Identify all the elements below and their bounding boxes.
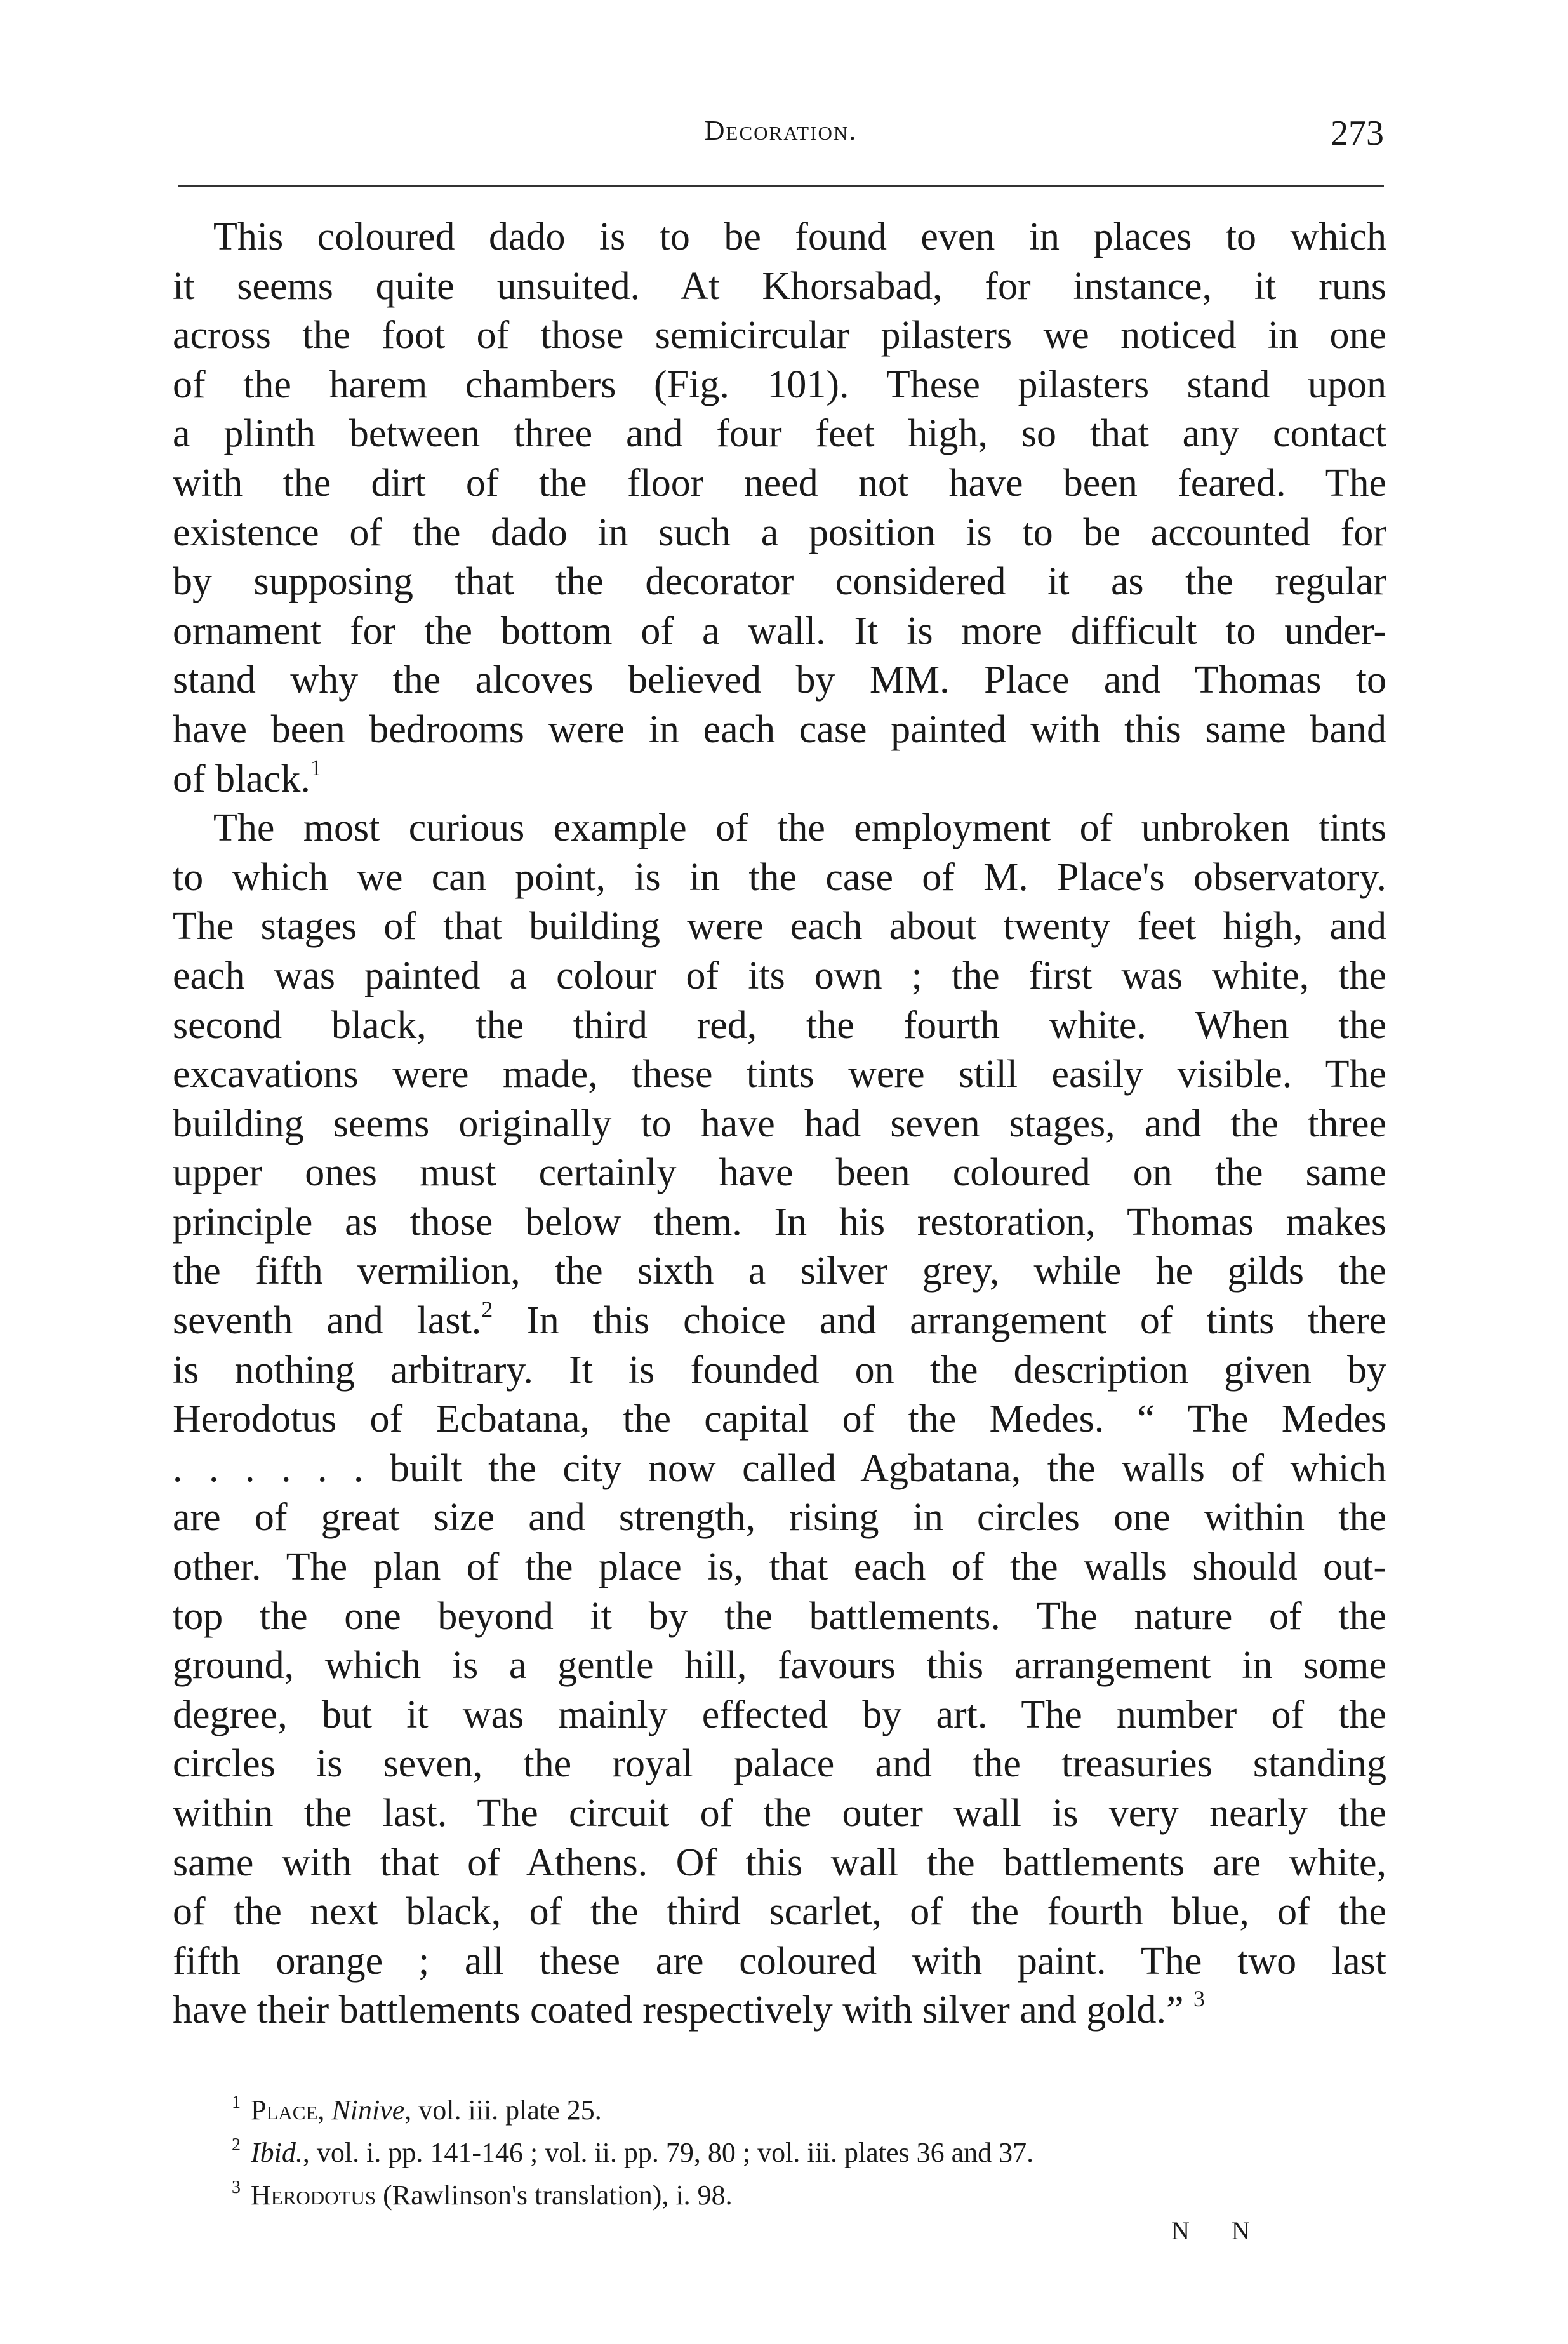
footnote-1: $^1$ Place, Ninive, vol. iii. plate 25. xyxy=(232,2093,602,2126)
text-line: same with that of Athens. Of this wall the battlements are white, xyxy=(173,1841,1386,1884)
body-text xyxy=(173,213,1386,2035)
footnote-text: , vol. iii. plate 25. xyxy=(404,2094,602,2126)
footnote-2 xyxy=(232,2131,1311,2174)
text-line: building seems originally to have had seven stages, and the three xyxy=(173,1102,1386,1145)
page-number: 273 xyxy=(1331,114,1384,153)
text-line: ornament for the bottom of a wall. It is more difficult to under- xyxy=(173,609,1386,653)
text-line xyxy=(173,1296,1386,1346)
footnote-mark: 2 xyxy=(232,2135,241,2155)
text-line: have been bedrooms were in each case painted with this same band xyxy=(173,707,1386,751)
text-line: it seems quite unsuited. At Khorsabad, for instance, it runs xyxy=(173,264,1386,308)
footnote-ref-3[interactable]: 3 xyxy=(1193,1986,1206,2012)
text-line: principle as those below them. In his restoration, Thomas makes xyxy=(173,1200,1386,1244)
text-line: stand why the alcoves believed by MM. Place and Thomas to xyxy=(173,658,1386,702)
text-line: other. The plan of the place is, that each of the walls should out- xyxy=(173,1545,1386,1589)
text-line: of the next black, of the third scarlet, of the fourth blue, of the xyxy=(173,1890,1386,1934)
text-line: ground, which is a gentle hill, favours this arrangement in some xyxy=(173,1644,1386,1688)
text-line: fifth orange ; all these are coloured with paint. The two last xyxy=(173,1939,1386,1983)
text-line: second black, the third red, the fourth white. When the xyxy=(173,1003,1386,1047)
text-line: are of great size and strength, rising in circles one within the xyxy=(173,1496,1386,1540)
footnote-author: Place xyxy=(251,2094,318,2126)
text-line: the fifth vermilion, the sixth a silver grey, while he gilds the xyxy=(173,1249,1386,1293)
footnote-title: Ninive xyxy=(331,2094,405,2126)
footnote-ref-1[interactable]: 1 xyxy=(310,754,322,780)
running-title: Decoration. xyxy=(704,115,858,146)
text-span: In this choice and arrangement of tints there xyxy=(493,1299,1386,1343)
text-line: degree, but it was mainly effected by art. The number of the xyxy=(173,1693,1386,1736)
text-line xyxy=(173,1986,1386,2035)
footnote-author: Herodotus xyxy=(251,2180,376,2211)
text-line: is nothing arbitrary. It is founded on the description given by xyxy=(173,1348,1386,1392)
signature-mark: N N xyxy=(1171,2216,1268,2245)
text-line: of the harem chambers (Fig. 101). These pilasters stand upon xyxy=(173,363,1386,406)
text-line: a plinth between three and four feet high, so that any contact xyxy=(173,412,1386,456)
text-line: The most curious example of the employment of unbroken tints xyxy=(213,806,1386,850)
footnote-text: , vol. i. pp. 141-146 ; vol. ii. pp. 79, 80 ; vol. iii. plates 36 and 37. xyxy=(302,2137,1034,2168)
footnote-mark: 1 xyxy=(232,2093,241,2112)
footnote-text: (Rawlinson's translation), i. 98. xyxy=(376,2180,733,2211)
text-line: across the foot of those semicircular pilasters we noticed in one xyxy=(173,314,1386,357)
header-rule xyxy=(178,185,1384,187)
text-line xyxy=(173,755,1386,804)
text-span: have their battlements coated respectively with silver and gold.” xyxy=(173,1988,1184,2032)
footnote-3 xyxy=(232,2174,1311,2216)
text-line: existence of the dado in such a position is to be accounted for xyxy=(173,510,1386,554)
text-line: upper ones must certainly have been coloured on the same xyxy=(173,1151,1386,1195)
page-header xyxy=(178,108,1384,178)
text-line: to which we can point, is in the case of M. Place's observatory. xyxy=(173,855,1386,899)
footnote-ref-2[interactable]: 2 xyxy=(481,1296,493,1322)
text-line: by supposing that the decorator considered it as the regular xyxy=(173,560,1386,604)
footnote-title: Ibid. xyxy=(251,2137,303,2168)
text-line: The stages of that building were each about twenty feet high, and xyxy=(173,905,1386,949)
footnote-mark: 3 xyxy=(232,2178,241,2197)
text-line: Herodotus of Ecbatana, the capital of the Medes. “ The Medes xyxy=(173,1397,1386,1441)
text-line: with the dirt of the floor need not have been feared. The xyxy=(173,461,1386,505)
text-span: seventh and last. xyxy=(173,1299,482,1343)
text-line: excavations were made, these tints were still easily visible. The xyxy=(173,1053,1386,1096)
footnotes xyxy=(232,2089,1311,2216)
text-line: circles is seven, the royal palace and the treasuries standing xyxy=(173,1742,1386,1786)
text-line: each was painted a colour of its own ; the first was white, the xyxy=(173,954,1386,997)
text-line: within the last. The circuit of the outer wall is very nearly the xyxy=(173,1792,1386,1835)
text-line: top the one beyond it by the battlements. The nature of the xyxy=(173,1594,1386,1638)
text-span: of black. xyxy=(173,757,310,801)
text-line: . . . . . . built the city now called Agbatana, the walls of which xyxy=(173,1446,1386,1490)
text-line: This coloured dado is to be found even in places to which xyxy=(213,215,1386,258)
